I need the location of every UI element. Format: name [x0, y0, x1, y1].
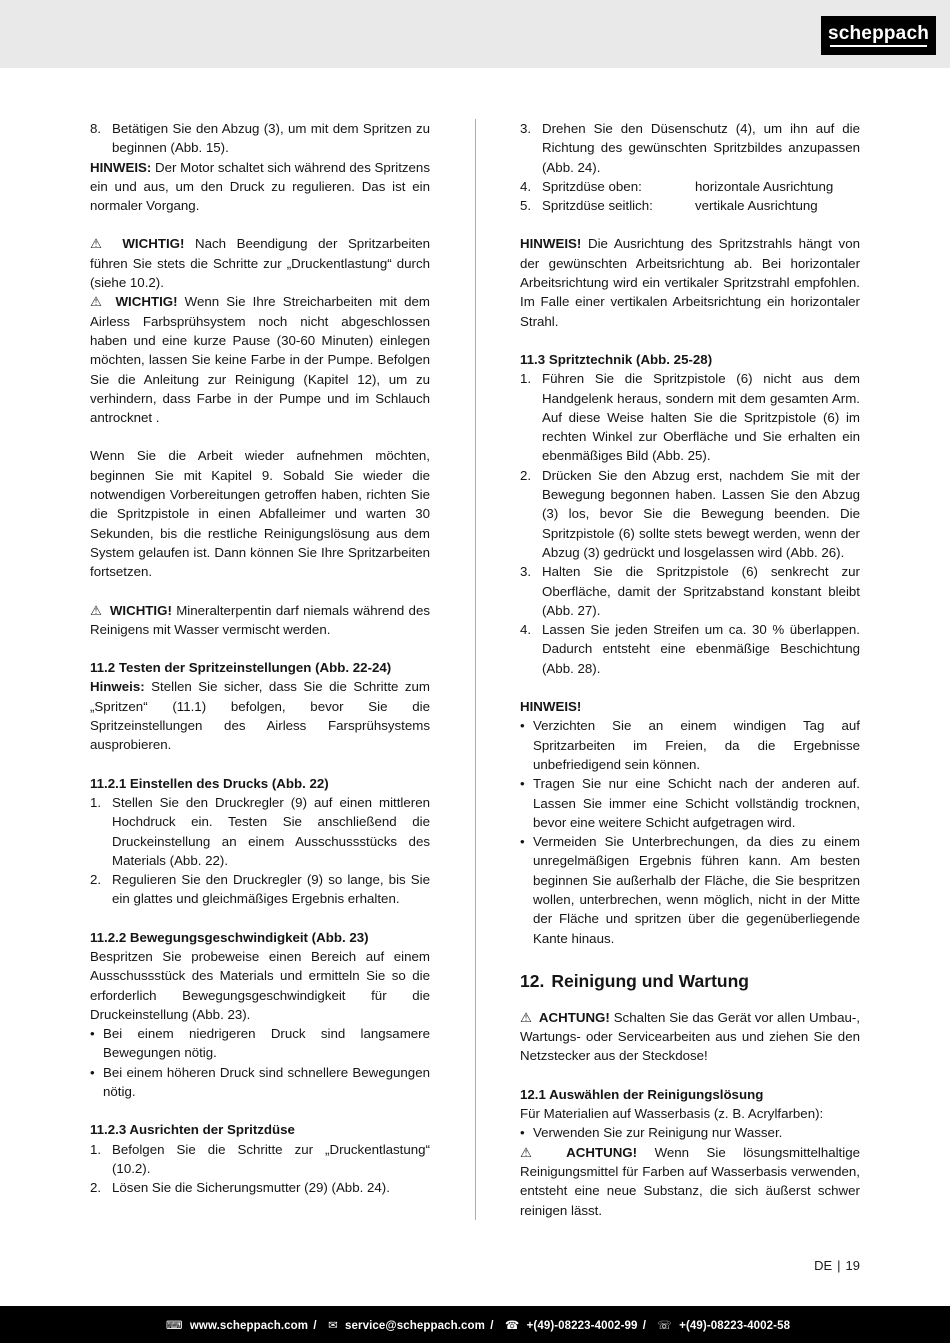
- logo-text: scheppach: [827, 23, 930, 44]
- item-text: Halten Sie die Spritzpistole (6) senkrecht zur Oberfläche, damit der Spritzabstand konstant bleibt (Abb. 27).: [542, 564, 860, 618]
- item-number: 2.: [520, 467, 532, 483]
- item-text: Befolgen Sie die Schritte zur „Druckentlastung“ (10.2).: [112, 1141, 430, 1176]
- item-number: 1.: [90, 1141, 102, 1157]
- item-text: Lassen Sie jeden Streifen um ca. 30 % überlappen. Dadurch entsteht eine ebenmäßige Beschichtung (Abb. 28).: [542, 622, 860, 676]
- warning-icon: ⚠: [520, 1009, 536, 1025]
- contact-separator: /: [639, 1319, 650, 1332]
- bullet-text: Bei einem niedrigeren Druck sind langsamere Bewegungen nötig.: [103, 1026, 430, 1061]
- paragraph: Für Materialien auf Wasserbasis (z. B. Acrylfarben):: [520, 1106, 824, 1122]
- contact-separator: /: [310, 1319, 321, 1332]
- paragraph-lead: ACHTUNG!: [566, 1144, 655, 1160]
- spacer: [90, 909, 430, 928]
- item-value: horizontale Ausrichtung: [695, 178, 834, 194]
- section-heading: 11.3 Spritztechnik (Abb. 25-28): [520, 351, 713, 367]
- item-number: 4.: [520, 178, 532, 194]
- warning-icon: ⚠: [520, 1144, 564, 1160]
- paragraph: HINWEIS! Die Ausrichtung des Spritzstrahls hängt von der gewünschten Arbeitsrichtung ab. Bei horizontaler Arbeitsrichtung wird ein vertikaler Spritzstrahl empfohlen. Im Falle einer vertikalen Arbeitsrichtung ein horizontaler Strahl.: [520, 236, 860, 329]
- paragraph: Hinweis: Stellen Sie sicher, dass Sie die Schritte zum „Spritzen“ (11.1) befolgen, bevor Sie die Spritzeinstellungen des Airless Farsprühsystems ausprobieren.: [90, 679, 430, 753]
- item-label: Spritzdüse oben:: [542, 178, 642, 194]
- spacer: [90, 639, 430, 658]
- numbered-item: [520, 369, 860, 465]
- spacer: [90, 755, 430, 774]
- numbered-item: [90, 793, 430, 870]
- phone-icon: ☎: [504, 1319, 520, 1332]
- bullet-marker-icon: •: [520, 1125, 525, 1141]
- page-number-value: 19: [845, 1258, 860, 1273]
- bullet-item: [520, 716, 860, 774]
- bullet-marker-icon: •: [520, 718, 525, 734]
- item-text: Führen Sie die Spritzpistole (6) nicht aus dem Handgelenk heraus, sondern mit dem gesamten Arm. Auf diese Weise halten Sie die Spritzpistole (6) im rechten Winkel zur Oberfläche und Sie erhalten ein ebenmäßiges Bild (Abb. 25).: [542, 371, 860, 464]
- item-text: Drücken Sie den Abzug erst, nachdem Sie mit der Bewegung begonnen haben. Lassen Sie den Abzug (3) los, bevor Sie die Bewegung beenden. Die Spritzpistole (6) sollte stets bewegt werden, wenn der Abzug (3) gedrückt und losgelassen wird (Abb. 26).: [542, 467, 860, 560]
- spacer: [520, 215, 860, 234]
- bullet-text: Tragen Sie nur eine Schicht nach der anderen auf. Lassen Sie immer eine Schicht vollständig trocknen, bevor eine weitere Schicht aufgetragen wird.: [533, 776, 860, 830]
- chapter-number: 12.: [520, 970, 545, 991]
- spacer: [90, 582, 430, 601]
- contact-text: www.scheppach.com: [186, 1319, 309, 1332]
- chapter-heading: [520, 970, 860, 992]
- paragraph: ⚠ WICHTIG! Mineralterpentin darf niemals während des Reinigens mit Wasser vermischt werden.: [90, 602, 430, 637]
- item-text: Betätigen Sie den Abzug (3), um mit dem Spritzen zu beginnen (Abb. 15).: [112, 121, 430, 156]
- left-column: [90, 119, 430, 1220]
- numbered-item: [520, 177, 860, 196]
- item-label: Spritzdüse seitlich:: [542, 198, 653, 214]
- section-heading: 12.1 Auswählen der Reinigungslösung: [520, 1086, 764, 1102]
- bullet-item: [520, 1123, 860, 1142]
- numbered-item: [90, 1178, 430, 1197]
- paragraph: ⚠ WICHTIG! Nach Beendigung der Spritzarbeiten führen Sie stets die Schritte zur „Druckentlastung“ durch (siehe 10.2).: [90, 236, 430, 291]
- item-text: Regulieren Sie den Druckregler (9) so lange, bis Sie ein glattes und gleichmäßiges Ergebnis erhalten.: [112, 872, 430, 907]
- paragraph-lead: HINWEIS!: [520, 236, 588, 252]
- item-text: Lösen Sie die Sicherungsmutter (29) (Abb. 24).: [112, 1180, 390, 1196]
- spacer: [520, 678, 860, 697]
- paragraph-lead: WICHTIG!: [122, 236, 195, 252]
- fax-icon: ☏: [657, 1319, 672, 1332]
- bullet-marker-icon: •: [520, 776, 525, 792]
- paragraph-lead: WICHTIG!: [109, 602, 177, 618]
- item-text: Drehen Sie den Düsenschutz (4), um ihn auf die Richtung des gewünschten Spritzbildes anzupassen (Abb. 24).: [542, 121, 860, 175]
- numbered-item: [520, 620, 860, 678]
- section-heading: 11.2.1 Einstellen des Drucks (Abb. 22): [90, 775, 329, 791]
- scheppach-logo: [821, 16, 936, 55]
- section-heading: 11.2.2 Bewegungsgeschwindigkeit (Abb. 23): [90, 929, 369, 945]
- header-bar: [0, 0, 950, 68]
- numbered-item: [520, 562, 860, 620]
- section-heading: HINWEIS!: [520, 699, 582, 715]
- paragraph: HINWEIS: Der Motor schaltet sich während des Spritzens ein und aus, um den Druck zu regulieren. Das ist ein normaler Vorgang.: [90, 159, 430, 214]
- item-value: vertikale Ausrichtung: [695, 198, 818, 214]
- item-number: 2.: [90, 872, 102, 888]
- section-heading: 11.2 Testen der Spritzeinstellungen (Abb. 22-24): [90, 660, 392, 676]
- spacer: [90, 427, 430, 446]
- paragraph: Wenn Sie die Arbeit wieder aufnehmen möchten, beginnen Sie mit Kapitel 9. Sobald Sie wieder die notwendigen Vorbereitungen getroffen haben, richten Sie die Spritzpistole in einen Abfalleimer und warten 30 Sekunden, bis die restliche Reinigungslösung aus dem System gelaufen ist. Dann können Sie Ihre Spritzarbeiten fortsetzen.: [90, 448, 430, 580]
- content-area: [90, 119, 860, 1220]
- paragraph: Bespritzen Sie probeweise einen Bereich auf einem Ausschussstück des Materials und ermitteln Sie so die erforderlich Bewegungsgeschwindigkeit für die Druckeinstellung (Abb. 23).: [90, 948, 430, 1022]
- logo-underline: [830, 45, 927, 47]
- page-number-separator: |: [837, 1258, 841, 1273]
- bullet-item: [520, 832, 860, 948]
- numbered-item: [90, 1140, 430, 1179]
- item-text: Stellen Sie den Druckregler (9) auf einen mittleren Hochdruck ein. Testen Sie anschließend die Druckeinstellung an einem Ausschussstücks des Materials (Abb. 22).: [112, 794, 430, 868]
- spacer: [90, 215, 430, 234]
- bullet-marker-icon: •: [520, 834, 525, 850]
- warning-icon: ⚠: [90, 236, 120, 252]
- paragraph: ⚠ WICHTIG! Wenn Sie Ihre Streicharbeiten mit dem Airless Farbsprühsystem noch nicht abgeschlossen haben und eine kurze Pause (30-60 Minuten) einlegen möchten, lassen Sie keine Farbe in der Pumpe. Befolgen Sie die Anleitung zur Reinigung (Kapitel 12), um zu verhindern, dass Farbe in der Pumpe und im Schlauch antrocknet .: [90, 294, 430, 426]
- item-number: 1.: [520, 371, 532, 387]
- item-number: 8.: [90, 121, 102, 136]
- mail-icon: ✉: [328, 1319, 338, 1332]
- page-number: [814, 1258, 860, 1273]
- right-column: [520, 119, 860, 1220]
- numbered-item: [90, 119, 430, 158]
- warning-icon: ⚠: [90, 602, 107, 618]
- bullet-text: Verwenden Sie zur Reinigung nur Wasser.: [533, 1125, 783, 1141]
- column-divider: [475, 119, 476, 1220]
- paragraph: ⚠ ACHTUNG! Schalten Sie das Gerät vor allen Umbau-, Wartungs- oder Servicearbeiten aus und ziehen Sie den Netzstecker aus der Steckdose!: [520, 1009, 860, 1064]
- bullet-item: [520, 774, 860, 832]
- paragraph-lead: Hinweis:: [90, 679, 152, 695]
- paragraph-lead: ACHTUNG!: [538, 1009, 614, 1025]
- chapter-title: Reinigung und Wartung: [551, 970, 749, 991]
- bullet-text: Bei einem höheren Druck sind schnellere Bewegungen nötig.: [103, 1064, 430, 1100]
- bullet-marker-icon: •: [90, 1026, 95, 1042]
- bullet-item: [90, 1063, 430, 1102]
- paragraph-lead: WICHTIG!: [115, 294, 185, 310]
- bullet-text: Vermeiden Sie Unterbrechungen, da dies zu einem unregelmäßigen Ergebnis führen kann. Am besten beginnen Sie außerhalb der Fläche, die Sie bespritzen wollen, unterbrechen, wenn möglich, nicht in der Mitte der Fläche und spritzen über die gegenüberliegende Kante hinaus.: [533, 834, 860, 946]
- paragraph: ⚠ ACHTUNG! Wenn Sie lösungsmittelhaltige Reinigungsmittel für Farben auf Wasserbasis verwenden, entsteht eine neue Substanz, die sich äußerst schwer reinigen lässt.: [520, 1144, 860, 1218]
- page-language: DE: [814, 1258, 833, 1273]
- footer-contact: [160, 1318, 790, 1332]
- footer-bar: [0, 1306, 950, 1343]
- computer-icon: ⌨: [165, 1319, 183, 1332]
- item-number: 5.: [520, 198, 532, 214]
- numbered-item: [520, 466, 860, 562]
- contact-separator: /: [486, 1319, 497, 1332]
- bullet-marker-icon: •: [90, 1064, 95, 1080]
- item-number: 4.: [520, 622, 532, 638]
- item-number: 3.: [520, 564, 532, 580]
- numbered-item: [520, 119, 860, 177]
- item-number: 3.: [520, 121, 532, 136]
- item-number: 2.: [90, 1180, 102, 1196]
- spacer: [520, 331, 860, 350]
- section-heading: 11.2.3 Ausrichten der Spritzdüse: [90, 1122, 295, 1138]
- contact-text: +(49)-08223-4002-58: [675, 1319, 791, 1332]
- spacer: [520, 1066, 860, 1085]
- bullet-text: Verzichten Sie an einem windigen Tag auf Spritzarbeiten im Freien, da die Ergebnisse unbefriedigend sein können.: [533, 718, 860, 772]
- bullet-item: [90, 1024, 430, 1063]
- numbered-item: [90, 870, 430, 909]
- warning-icon: ⚠: [90, 294, 113, 310]
- numbered-item: [520, 196, 860, 215]
- item-number: 1.: [90, 794, 102, 810]
- spacer: [90, 1101, 430, 1120]
- contact-text: service@scheppach.com: [341, 1319, 485, 1332]
- contact-text: +(49)-08223-4002-99: [523, 1319, 638, 1332]
- paragraph-lead: HINWEIS:: [90, 159, 156, 175]
